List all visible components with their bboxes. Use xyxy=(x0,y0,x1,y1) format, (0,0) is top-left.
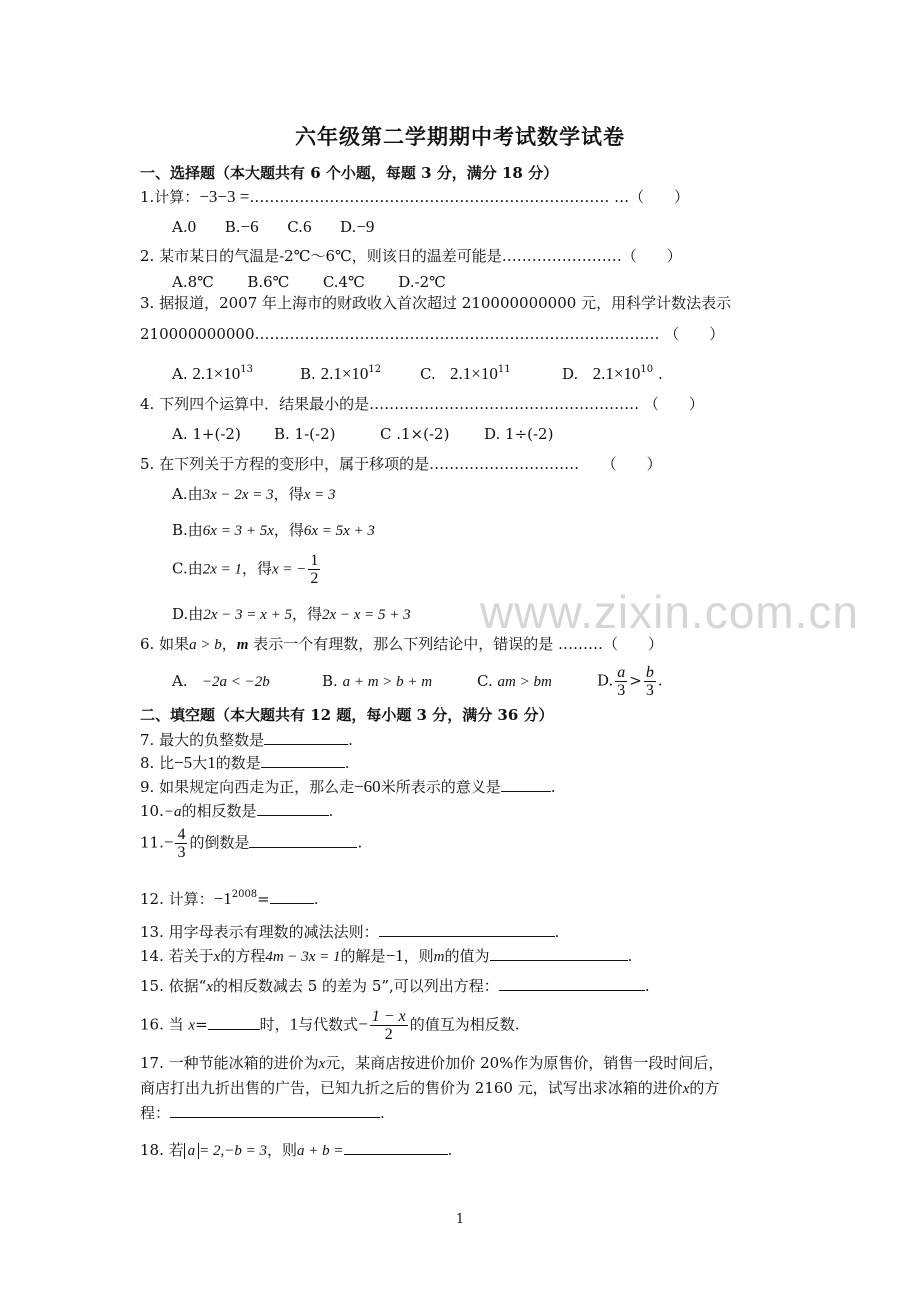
question-2: 2. 某市某日的气温是-2℃～6℃，则该日的温差可能是……………………（ ） xyxy=(140,247,682,265)
question-9: 9. 如果规定向西走为正，那么走−60米所表示的意义是 . xyxy=(140,777,556,796)
q1-opt-d: −9 xyxy=(356,217,375,236)
question-6: 6. 如果a > b，m 表示一个有理数，那么下列结论中，错误的是 ………（ ） xyxy=(140,635,663,653)
q11-fraction: $\frac{4}{3}$ xyxy=(177,826,186,861)
q1-options xyxy=(172,218,374,236)
question-17-line2: 商店打出九折出售的广告，已知九折之后的售价为 2160 元，试写出求冰箱的进价x的方 xyxy=(140,1079,720,1097)
q12-answer-blank[interactable] xyxy=(270,889,314,904)
q5-opt-c: C.由2x = 1，得x = − $\frac{1}{2}$ xyxy=(172,552,319,587)
q4-opt-a: A. 1+(-2) xyxy=(172,425,241,443)
q3-opt-c: C. $2.1\times 10^{11}$ xyxy=(420,364,511,383)
q16-fraction: $\frac{1 - x}{2}$ xyxy=(371,1008,406,1043)
q9-answer-blank[interactable] xyxy=(501,777,551,792)
q1-opt-a-label: A. xyxy=(172,218,188,236)
question-17-line3: 程： . xyxy=(140,1104,385,1122)
q1-prefix: 1.计算： xyxy=(140,188,200,206)
question-10: 10.−a的相反数是 . xyxy=(140,802,334,820)
q2-opt-c: C.4℃ xyxy=(322,273,365,291)
question-3-line1: 3. 据报道，2007 年上海市的财政收入首次超过 210000000000 元，用科学计数法表示 xyxy=(140,294,732,312)
q4-opt-d: D. 1÷(-2) xyxy=(484,425,554,443)
q1-opt-a: 0 xyxy=(187,217,197,236)
q18-abs: a xyxy=(184,1143,200,1159)
q7-answer-blank[interactable] xyxy=(264,730,348,745)
q2-opt-a: A.8℃ xyxy=(172,273,214,291)
question-3-line2: 210000000000……………………………………………………………………… （ ） xyxy=(140,325,725,343)
q8-answer-blank[interactable] xyxy=(261,753,345,768)
q3-opt-d: D. $2.1\times 10^{10}$ . xyxy=(562,364,663,383)
q6-opt-b: B. a + m > b + m xyxy=(322,671,433,690)
q6-opt-d: D. $\frac{a}{3}$ > $\frac{b}{3}$ . xyxy=(597,664,663,699)
q6-options xyxy=(172,664,663,699)
question-18: 18. 若 a = 2,−b = 3，则a + b = . xyxy=(140,1141,453,1159)
question-4: 4. 下列四个运算中．结果最小的是……………………………………………… （ ） xyxy=(140,395,704,413)
q1-opt-b: −6 xyxy=(240,217,259,236)
question-13: 13. 用字母表示有理数的减法法则： . xyxy=(140,923,560,941)
section-fill-header: 二、填空题（本大题共有 12 题，每小题 3 分，满分 36 分） xyxy=(140,706,554,724)
q1-paren: （ ） xyxy=(629,188,690,206)
question-5: 5. 在下列关于方程的变形中，属于移项的是………………………… （ ） xyxy=(140,455,662,473)
q5-opt-d: D.由2x − 3 = x + 5，得2x − x = 5 + 3 xyxy=(172,605,411,623)
q3-opt-a: A. $2.1\times 10^{13}$ xyxy=(172,364,253,383)
question-7: 7. 最大的负整数是 . xyxy=(140,731,353,749)
q5-c-fraction: $\frac{1}{2}$ xyxy=(310,552,319,587)
q14-answer-blank[interactable] xyxy=(490,946,628,961)
question-17-line1: 17. 一种节能冰箱的进价为x元，某商店按进价加价 20%作为原售价，销售一段时间后， xyxy=(140,1054,724,1072)
q1-dots: ……………………………………………………………… … xyxy=(249,188,630,206)
watermark: www.zixin.com.cn xyxy=(480,586,859,638)
q6-opt-c: C. am > bm xyxy=(477,671,552,690)
q1-opt-c-label: C. xyxy=(287,218,303,236)
q3-options xyxy=(172,361,663,383)
q1-opt-d-label: D. xyxy=(340,218,357,236)
q13-answer-blank[interactable] xyxy=(379,922,555,937)
q2-options xyxy=(172,273,446,291)
q5-opt-b: B.由6x = 3 + 5x，得6x = 5x + 3 xyxy=(172,521,375,539)
question-12: 12. 计算：$-1^{2008}=$ . xyxy=(140,889,319,908)
question-11: 11.− $\frac{4}{3}$ 的倒数是 . xyxy=(140,826,363,861)
q4-opt-c: C .1×(-2) xyxy=(380,425,450,443)
q1-opt-b-label: B. xyxy=(224,218,241,236)
q2-opt-d: D.-2℃ xyxy=(398,273,446,291)
question-14: 14. 若关于x的方程4m − 3x = 1的解是−1，则m的值为 . xyxy=(140,946,633,965)
page-number: 1 xyxy=(455,1212,465,1227)
q4-options xyxy=(172,425,553,443)
q10-answer-blank[interactable] xyxy=(257,801,329,816)
page-title: 六年级第二学期期中考试数学试卷 xyxy=(295,124,625,149)
q1-opt-c: 6 xyxy=(302,217,312,236)
question-16: 16. 当 x= 时，1与代数式− $\frac{1 - x}{2}$ 的值互为相反数. xyxy=(140,1008,520,1043)
question-8: 8. 比−5大1的数是 . xyxy=(140,753,350,772)
q6-opt-a: A. −2a < −2b xyxy=(172,671,270,690)
q11-answer-blank[interactable] xyxy=(249,833,357,848)
q17-answer-blank[interactable] xyxy=(170,1103,380,1118)
section-choice-header: 一、选择题（本大题共有 6 个小题，每题 3 分，满分 18 分） xyxy=(140,164,559,182)
q2-opt-b: B.6℃ xyxy=(247,273,290,291)
q1-expr: −3−3 = xyxy=(199,187,250,206)
q3-opt-b: B. $2.1\times 10^{12}$ xyxy=(300,364,382,383)
q16-answer-blank[interactable] xyxy=(208,1015,260,1030)
q4-opt-b: B. 1-(-2) xyxy=(274,425,336,443)
q18-answer-blank[interactable] xyxy=(344,1140,448,1155)
q5-opt-a: A.由3x − 2x = 3，得x = 3 xyxy=(172,485,336,503)
question-1 xyxy=(140,188,689,206)
question-15: 15. 依据“x的相反数减去 5 的差为 5”,可以列出方程： . xyxy=(140,977,650,995)
q15-answer-blank[interactable] xyxy=(499,976,645,991)
